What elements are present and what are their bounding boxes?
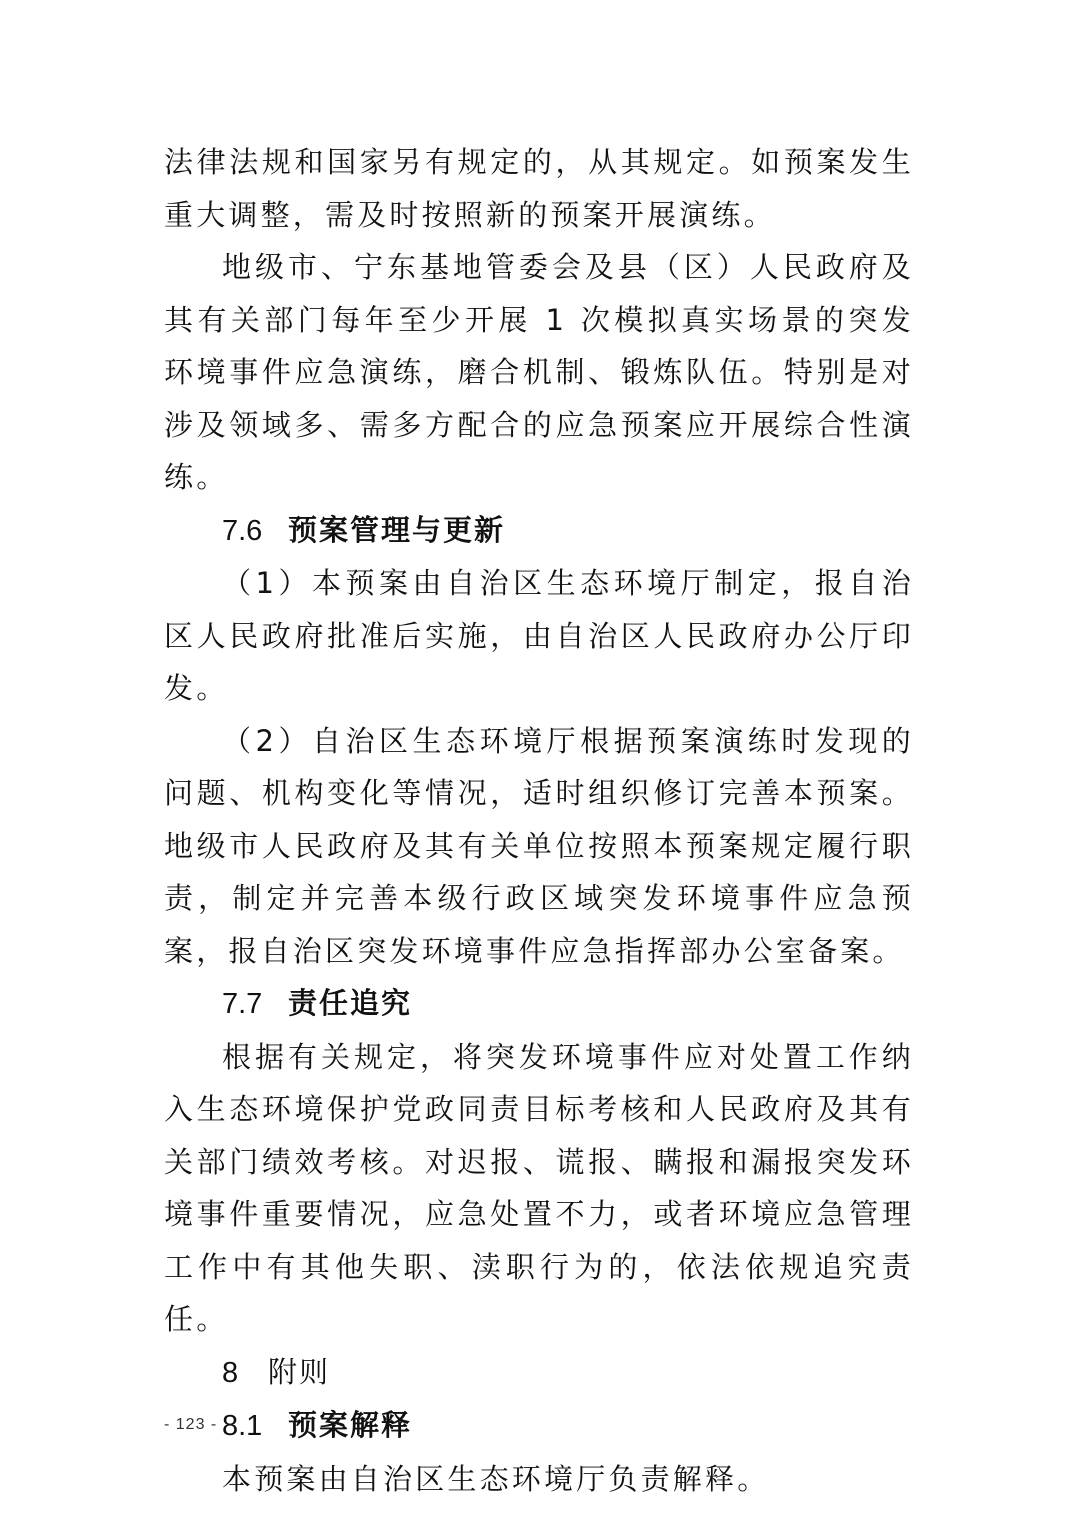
paragraph-item-1: （1）本预案由自治区生态环境厅制定，报自治区人民政府批准后实施，由自治区人民政府办公厅印发。 — [164, 566, 914, 705]
section-title: 附则 — [268, 1354, 331, 1389]
paragraph-accountability: 根据有关规定，将突发环境事件应对处置工作纳入生态环境保护党政同责目标考核和人民政府及其有关部门绩效考核。对迟报、谎报、瞒报和漏报突发环境事件重要情况，应急处置不力，或者环境应急管理工作中有其他失职、渎职行为的，依法依规追究责任。 — [164, 1039, 914, 1336]
page-number: - 123 - — [164, 1416, 218, 1433]
section-heading-7-7 — [164, 977, 914, 1031]
section-number: 8.1 — [222, 1410, 263, 1442]
paragraph-drill-requirement: 地级市、宁东基地管委会及县（区）人民政府及其有关部门每年至少开展 1 次模拟真实场景的突发环境事件应急演练，磨合机制、锻炼队伍。特别是对涉及领域多、需多方配合的应急预案应开展综合性演练。 — [164, 250, 914, 494]
paragraph-continued: 法律法规和国家另有规定的，从其规定。如预案发生重大调整，需及时按照新的预案开展演练。 — [164, 145, 914, 232]
section-title: 责任追究 — [288, 986, 413, 1020]
section-title: 预案管理与更新 — [288, 512, 506, 547]
section-number: 7.7 — [222, 988, 263, 1020]
section-heading-7-6 — [164, 504, 914, 558]
section-heading-8-1 — [164, 1399, 914, 1453]
section-heading-8 — [164, 1346, 914, 1400]
section-title: 预案解释 — [288, 1408, 413, 1442]
paragraph-item-2: （2）自治区生态环境厅根据预案演练时发现的问题、机构变化等情况，适时组织修订完善本预案。地级市人民政府及其有关单位按照本预案规定履行职责，制定并完善本级行政区域突发环境事件应急预案，报自治区突发环境事件应急指挥部办公室备案。 — [164, 723, 914, 968]
section-number: 7.6 — [222, 514, 263, 547]
section-number: 8 — [222, 1356, 239, 1389]
document-body — [164, 136, 914, 1505]
paragraph-interpretation: 本预案由自治区生态环境厅负责解释。 — [222, 1461, 770, 1496]
